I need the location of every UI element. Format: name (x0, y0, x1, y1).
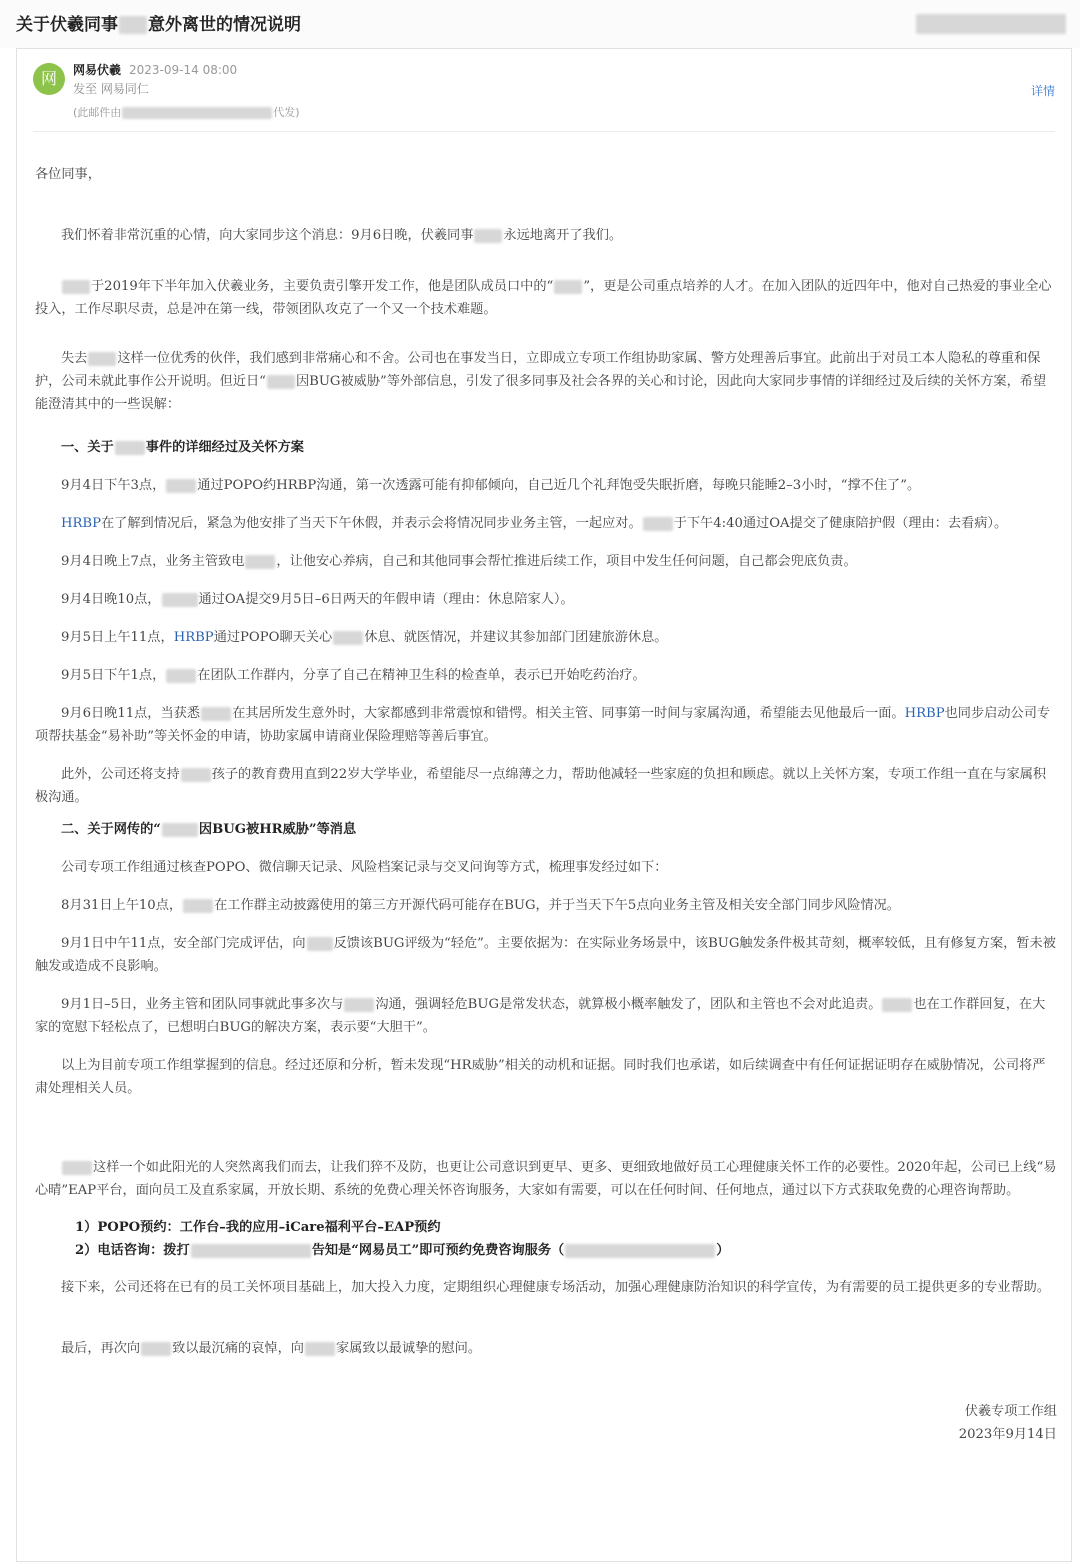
paragraph-intro: 我们怀着非常沉重的心情，向大家同步这个消息：9月6日晚，伏羲同事 永远地离开了我们。 (61, 228, 623, 243)
redacted-name (245, 555, 275, 569)
timeline-item: 9月5日上午11点，HRBP通过POPO聊天关心 休息、就医情况，并建议其参加部门团建旅游休息。 (61, 630, 668, 645)
redacted-hours (565, 1244, 715, 1258)
redacted-name (62, 1161, 92, 1175)
redacted-name (333, 631, 363, 645)
eap-option-popo: 1）POPO预约：工作台–我的应用–iCare福利平台–EAP预约 (75, 1220, 441, 1235)
redacted-name (305, 1342, 335, 1356)
email-body (35, 163, 1057, 1446)
proxy-line (73, 103, 300, 122)
proxy-suffix: 代发) (273, 106, 300, 119)
signature-date: 2023年9月14日 (958, 1427, 1057, 1442)
timeline-item: 8月31日上午10点， 在工作群主动披露使用的第三方开源代码可能存在BUG，并于当天下午5点向业务主管及相关安全部门同步风险情况。 (61, 898, 900, 913)
redacted-name (141, 1342, 171, 1356)
paragraph-condolence: 最后，再次向 致以最沉痛的哀悼，向 家属致以最诚挚的慰问。 (61, 1341, 482, 1356)
proxy-prefix: (此邮件由 (73, 106, 122, 119)
sent-time: 2023-09-14 08:00 (129, 63, 238, 77)
details-link[interactable]: 详情 (1030, 84, 1055, 98)
redacted-name (62, 280, 90, 294)
redacted-toolbar (916, 14, 1066, 34)
paragraph-care-plan: 此外，公司还将支持 孩子的教育费用直到22岁大学毕业，希望能尽一点绵薄之力，帮助他减轻一些家庭的负担和顾虑。就以上关怀方案，专项工作组一直在与家属积极沟通。 (35, 767, 1047, 805)
redacted-name (115, 441, 145, 455)
redacted-name (119, 16, 147, 34)
subject-suffix: 意外离世的情况说明 (148, 15, 301, 35)
timeline-item: 9月4日晚上7点，业务主管致电 ，让他安心养病，自己和其他同事会帮忙推进后续工作，项目中发生任何问题，自己都会兜底负责。 (61, 554, 857, 569)
sender-name[interactable]: 网易伏羲 (73, 63, 122, 77)
paragraph-next-steps: 接下来，公司还将在已有的员工关怀项目基础上，加大投入力度，定期组织心理健康专场活动，加强心理健康防治知识的科学宣传，为有需要的员工提供更多的专业帮助。 (61, 1280, 1051, 1295)
recipient-name[interactable]: 网易同仁 (100, 82, 149, 96)
recipient-line (73, 80, 300, 99)
subject-bar (0, 0, 1080, 48)
to-label: 发至 (73, 82, 98, 96)
redacted-name (162, 593, 198, 607)
redacted-name (166, 479, 196, 493)
timeline-item: HRBP在了解到情况后，紧急为他安排了当天下午休假，并表示会将情况同步业务主管，一起应对。 于下午4:40通过OA提交了健康陪护假（理由：去看病）。 (61, 516, 1008, 531)
redacted-name (882, 998, 912, 1012)
redacted-nickname (554, 280, 582, 294)
redacted-phone (191, 1244, 311, 1258)
redacted-name (88, 352, 116, 366)
subject-prefix: 关于伏羲同事 (16, 15, 118, 35)
timeline-item: 9月6日晚11点，当获悉 在其居所发生意外时，大家都感到非常震惊和错愕。相关主管、同事第一时间与家属沟通，希望能去见他最后一面。HRBP也同步启动公司专项帮扶基金“易补助”等关怀金的申请，协助家属申请商业保险理赔等善后事宜。 (35, 706, 1051, 744)
redacted-proxy (122, 107, 272, 119)
redacted-name (344, 998, 374, 1012)
sender-avatar[interactable]: 网 (33, 63, 65, 95)
timeline-item: 9月5日下午1点， 在团队工作群内，分享了自己在精神卫生科的检查单，表示已开始吃药治疗。 (61, 668, 646, 683)
timeline-item: 9月4日晚10点， 通过OA提交9月5日–6日两天的年假申请（理由：休息陪家人）。 (61, 592, 574, 607)
redacted-name (474, 229, 502, 243)
redacted-name (201, 707, 231, 721)
section-heading-2: 二、关于网传的“ 因BUG被HR威胁”等消息 (61, 822, 357, 837)
redacted-name (162, 823, 198, 837)
email-card (16, 48, 1072, 1562)
redacted-name (166, 669, 196, 683)
greeting: 各位同事， (35, 167, 101, 182)
redacted-name (181, 768, 211, 782)
redacted-name (183, 899, 213, 913)
email-meta (73, 61, 300, 122)
paragraph-loss: 失去 这样一位优秀的伙伴，我们感到非常痛心和不舍。公司也在事发当日，立即成立专项工作组协助家属、警方处理善后事宜。此前出于对员工本人隐私的尊重和保护，公司未就此事作公开说明。但近日“ 因BUG被威胁”等外部信息，引发了很多同事及社会各界的关心和讨论，因此向大家同步事情的详细经过及后续的关怀方案，希望能澄清其中的一些误解： (35, 351, 1047, 412)
redacted-name (643, 517, 673, 531)
section-heading-1: 一、关于 事件的详细经过及关怀方案 (61, 440, 304, 455)
timeline-item: 9月1日中午11点，安全部门完成评估，向 反馈该BUG评级为“轻危”。主要依据为：在实际业务场景中，该BUG触发条件极其苛刻，概率较低，且有修复方案，暂未被触发或造成不良影响。 (35, 936, 1056, 974)
eap-option-phone: 2）电话咨询：拨打 告知是“网易员工”即可预约免费咨询服务（ ） (75, 1243, 730, 1258)
header-divider (33, 131, 1055, 132)
investigation-intro: 公司专项工作组通过核查POPO、微信聊天记录、风险档案记录与交叉问询等方式，梳理事发经过如下： (61, 860, 668, 875)
sender-line (73, 61, 300, 80)
redacted-name (307, 937, 333, 951)
timeline-item: 9月1日–5日，业务主管和团队同事就此事多次与 沟通，强调轻危BUG是常发状态，就算极小概率触发了，团队和主管也不会对此追责。 也在工作群回复，在大家的宽慰下轻松点了，已想明白BUG的解决方案，表示要“大胆干”。 (35, 997, 1046, 1035)
email-subject (16, 10, 301, 35)
redacted-name (267, 375, 295, 389)
paragraph-eap: 这样一个如此阳光的人突然离我们而去，让我们猝不及防，也更让公司意识到更早、更多、更细致地做好员工心理健康关怀工作的必要性。2020年起，公司已上线“易心晴”EAP平台，面向员工及直系家属，开放长期、系统的免费心理关怀咨询服务，大家如有需要，可以在任何时间、任何地点，通过以下方式获取免费的心理咨询帮助。 (35, 1160, 1057, 1198)
timeline-item: 9月4日下午3点， 通过POPO约HRBP沟通，第一次透露可能有抑郁倾向，自己近几个礼拜饱受失眠折磨，每晚只能睡2–3小时，“撑不住了”。 (61, 478, 921, 493)
investigation-conclusion: 以上为目前专项工作组掌握到的信息。经过还原和分析，暂未发现“HR威胁”相关的动机和证据。同时我们也承诺，如后续调查中有任何证据证明存在威胁情况，公司将严肃处理相关人员。 (35, 1058, 1046, 1096)
signature-org: 伏羲专项工作组 (964, 1404, 1057, 1419)
paragraph-background: 于2019年下半年加入伏羲业务，主要负责引擎开发工作，他是团队成员口中的“ ”，更是公司重点培养的人才。在加入团队的近四年中，他对自己热爱的事业全心投入，工作尽职尽责，总是冲在第一线，带领团队攻克了一个又一个技术难题。 (35, 279, 1052, 317)
